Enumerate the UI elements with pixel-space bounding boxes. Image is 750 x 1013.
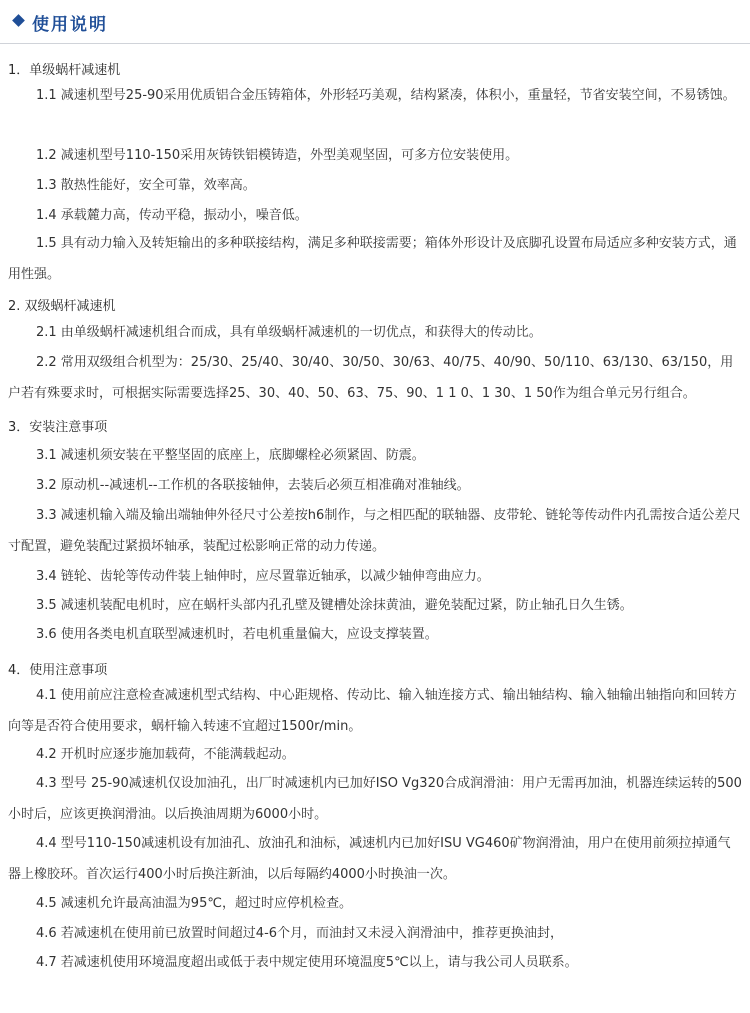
list-item: 1.2 减速机型号110-150采用灰铸铁铝模铸造，外型美观坚固，可多方位安装使用。 [36,148,519,163]
section-title: 1．单级蜗杆减速机 [8,63,121,78]
page-header [0,0,750,44]
list-item: 3.2 原动机--减速机--工作机的各联接轴伸，去装后必须互相准确对准轴线。 [36,478,470,493]
list-item: 3.5 减速机装配电机时，应在蜗杆头部内孔孔壁及键槽处涂抹黄油，避免装配过紧，防止轴孔日久生锈。 [36,598,633,613]
list-item: 4.7 若减速机使用环境温度超出或低于表中规定使用环境温度5℃以上，请与我公司人员联系。 [36,955,578,970]
list-item: 3.3 减速机输入端及输出端轴伸外径尺寸公差按h6制作，与之相匹配的联轴器、皮带轮、链轮等传动件内孔需按合适公差尺寸配置，避免装配过紧损坏轴承，装配过松影响正常的动力传递。 [8,508,741,554]
diamond-bullet-icon [12,14,25,27]
section-title: 3．安装注意事项 [8,420,108,435]
list-item: 3.4 链轮、齿轮等传动件装上轴伸时，应尽置靠近轴承，以减少轴伸弯曲应力。 [36,569,490,584]
list-item: 1.3 散热性能好，安全可靠，效率高。 [36,178,256,193]
list-item: 4.4 型号110-150减速机设有加油孔、放油孔和油标，减速机内已加好ISU VG460矿物润滑油，用户在使用前须拉掉通气器上橡胶环。首次运行400小时后换注新油，以后每隔约4000小时换油一次。 [8,836,731,882]
list-item: 4.2 开机时应逐步施加载荷，不能满载起动。 [36,747,295,762]
page-title: 使用说明 [32,15,108,35]
list-item: 1.4 承载麓力高，传动平稳，振动小，噪音低。 [36,208,308,223]
list-item: 2.1 由单级蜗杆减速机组合而成，具有单级蜗杆减速机的一切优点，和获得大的传动比。 [36,325,542,340]
list-item: 4.1 使用前应注意检查减速机型式结构、中心距规格、传动比、输入轴连接方式、输出轴结构、输入轴输出轴指向和回转方向等是否符合使用要求，蜗杆输入转速不宜超过1500r/min。 [8,688,737,734]
list-item: 4.5 减速机允许最高油温为95℃，超过时应停机检查。 [36,896,352,911]
list-item: 1.5 具有动力输入及转矩输出的多种联接结构，满足多种联接需要；箱体外形设计及底脚孔设置布局适应多种安装方式，通用性强。 [8,236,737,282]
list-item: 3.1 减速机须安装在平整坚固的底座上，底脚螺栓必须紧固、防震。 [36,448,425,463]
section-title: 4．使用注意事项 [8,663,108,678]
list-item: 2.2 常用双级组合机型为：25/30、25/40、30/40、30/50、30/63、40/75、40/90、50/110、63/130、63/150，用户若有殊要求时，可根据实际需要选择25、30、40、50、63、75、90、1 1 0、1 30、1 50作为组合单元另行组合。 [8,355,734,401]
list-item: 3.6 使用各类电机直联型减速机时，若电机重量偏大，应设支撑装置。 [36,627,438,642]
list-item: 4.6 若减速机在使用前已放置时间超过4-6个月，而油封又未浸入润滑油中，推荐更换油封， [36,926,564,941]
list-item: 4.3 型号 25-90减速机仅设加油孔，出厂时减速机内已加好ISO Vg320合成润滑油：用户无需再加油，机器连续运转的500小时后，应该更换润滑油。以后换油周期为6000小时。 [8,776,742,822]
list-item: 1.1 减速机型号25-90采用优质铝合金压铸箱体，外形轻巧美观，结构紧凑，体积小，重量轻，节省安装空间，不易锈蚀。 [36,88,736,103]
section-title: 2. 双级蜗杆减速机 [8,299,116,314]
